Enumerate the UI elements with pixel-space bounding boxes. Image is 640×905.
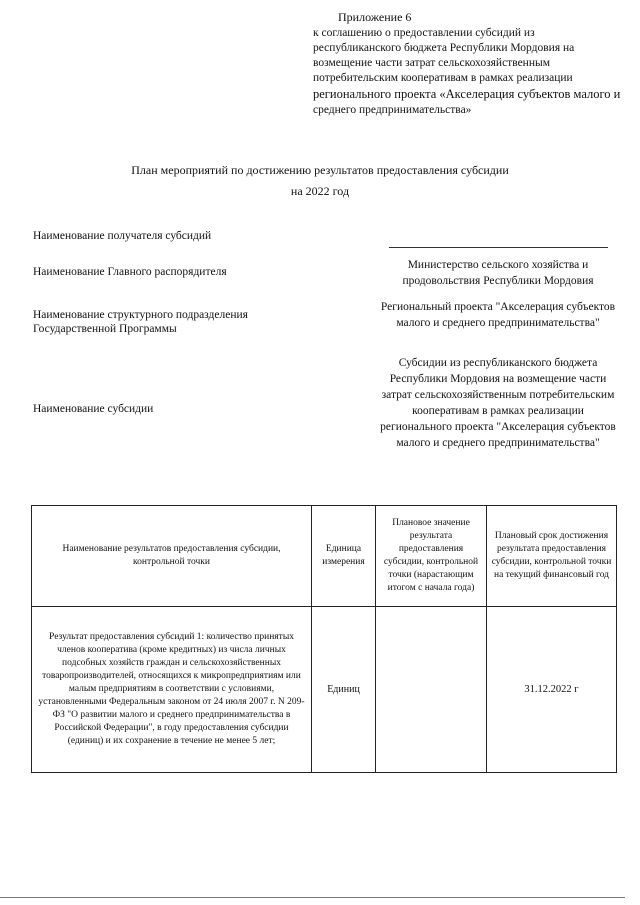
annex-line-1: к соглашению о предоставлении субсидий из — [313, 27, 535, 39]
header-planned-value: Плановое значение результата предоставления субсидии, контрольной точки (нарастающим итогом с начала года) — [376, 506, 487, 607]
results-table — [31, 505, 617, 773]
subsidy-label: Наименование субсидии — [33, 403, 154, 415]
table-header-row — [32, 506, 617, 607]
cell-planned-value — [376, 607, 487, 773]
main-manager-value: Министерство сельского хозяйства и продовольствия Республики Мордовия — [402, 259, 594, 287]
table-row — [32, 607, 617, 773]
recipient-label: Наименование получателя субсидий — [33, 230, 212, 242]
recipient-value-line — [389, 247, 608, 248]
main-manager-label: Наименование Главного распорядителя — [33, 266, 227, 278]
annex-line-4: потребительским кооперативам в рамках реализации — [313, 72, 573, 84]
annex-line-5: регионального проекта «Акселерация субъектов малого и — [313, 87, 621, 101]
cell-deadline: 31.12.2022 г — [487, 607, 617, 773]
bottom-edge-line — [0, 897, 625, 898]
header-unit: Единица измерения — [312, 506, 376, 607]
subsidy-value: Субсидии из республиканского бюджета Республики Мордовия на возмещение части затрат сельскохозяйственным потребительским кооперативам в рамках реализации регионального проекта "Акселерация субъектов малого и среднего предпринимательства" — [380, 357, 616, 449]
plan-year: на 2022 год — [290, 184, 350, 198]
structural-value: Региональный проекта "Акселерация субъектов малого и среднего предпринимательства" — [380, 301, 616, 329]
header-result-name: Наименование результатов предоставления субсидии, контрольной точки — [32, 506, 312, 607]
structural-label: Наименование структурного подразделения Государственной Программы — [33, 309, 248, 335]
annex-title: Приложение 6 — [338, 10, 412, 24]
header-deadline: Плановый срок достижения результата предоставления субсидии, контрольной точки на текущий финансовый год — [487, 506, 617, 607]
annex-line-3: возмещение части затрат сельскохозяйственным — [313, 57, 550, 69]
annex-line-2: республиканского бюджета Республики Мордовия на — [313, 42, 575, 54]
cell-result-name: Результат предоставления субсидий 1: количество принятых членов кооператива (кроме кредитных) из числа личных подсобных хозяйств граждан и сельскохозяйственных товаропроизводителей, относящихся к микропредприятиям или малым предприятиям в соответствии с условиями, установленными Федеральным законом от 24 июля 2007 г. N 209-ФЗ "О развитии малого и среднего предпринимательства в Российской Федерации", в году предоставления субсидии (единиц) и их сохранение в течение не менее 5 лет; — [32, 607, 312, 773]
annex-line-6: среднего предпринимательства» — [313, 104, 472, 116]
plan-title: План мероприятий по достижению результатов предоставления субсидии — [131, 163, 509, 177]
cell-unit: Единиц — [312, 607, 376, 773]
